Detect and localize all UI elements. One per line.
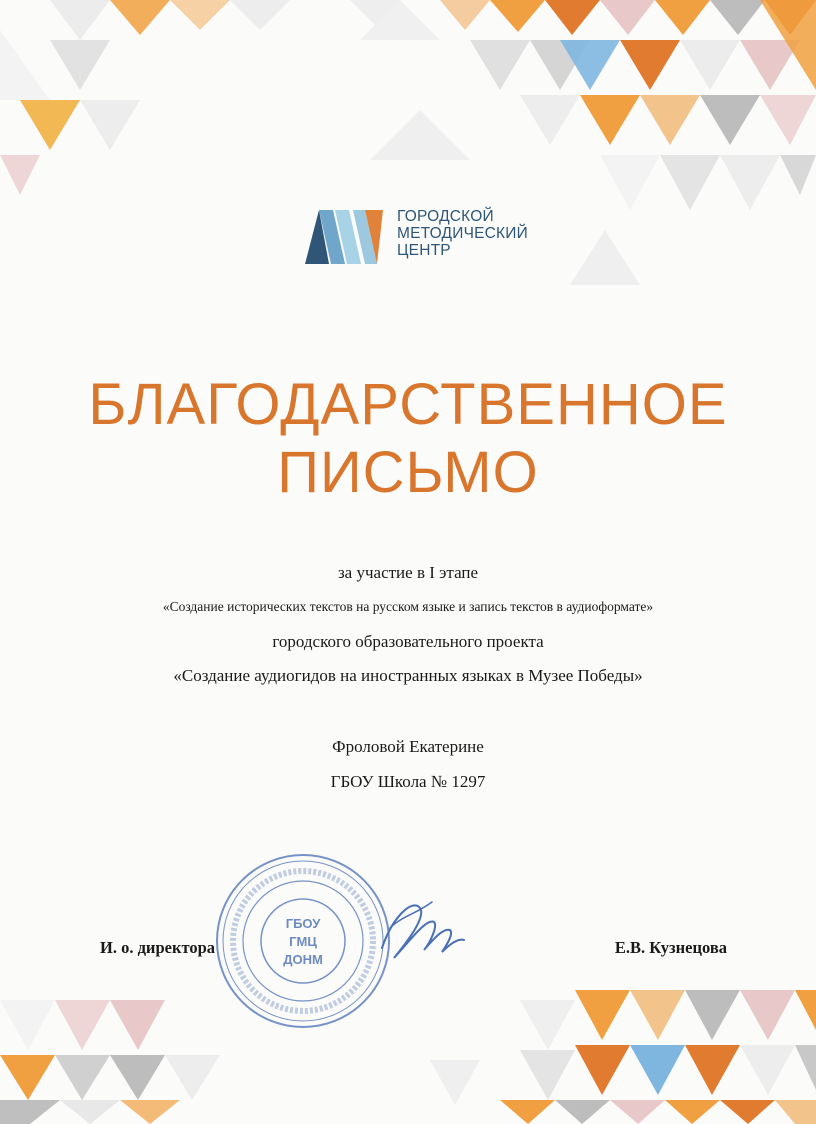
participation-text: за участие в I этапе bbox=[337, 563, 479, 582]
document-title-line-1: БЛАГОДАРСТВЕННОЕ bbox=[88, 372, 728, 437]
handwritten-signature bbox=[372, 888, 472, 978]
project-type-text: городского образовательного проекта bbox=[272, 632, 544, 651]
stamp-line-2: ГМЦ bbox=[289, 934, 317, 949]
organization-logo bbox=[305, 208, 535, 268]
logo-line-1: ГОРОДСКОЙ bbox=[397, 208, 494, 225]
bottom-triangles-pattern bbox=[0, 990, 816, 1124]
stamp-line-1: ГБОУ bbox=[285, 916, 321, 931]
project-name-text: «Создание аудиогидов на иностранных языках в Музее Победы» bbox=[173, 666, 643, 685]
stamp-line-3: ДОНМ bbox=[283, 952, 323, 967]
logo-line-3: ЦЕНТР bbox=[397, 242, 451, 259]
official-stamp bbox=[212, 850, 394, 1032]
logo-line-2: МЕТОДИЧЕСКИЙ bbox=[397, 225, 528, 242]
logo-text bbox=[397, 208, 528, 259]
recipient-name: Фроловой Екатерине bbox=[332, 737, 484, 756]
logo-mark-icon bbox=[305, 208, 387, 264]
signer-position: И. о. директора bbox=[100, 938, 216, 957]
signer-name: Е.В. Кузнецова bbox=[614, 938, 727, 957]
school-name: ГБОУ Школа № 1297 bbox=[330, 772, 486, 791]
stage-name-text: «Создание исторических текстов на русском языке и запись текстов в аудиоформате» bbox=[162, 599, 654, 614]
document-title-line-2: ПИСЬМО bbox=[277, 440, 539, 505]
